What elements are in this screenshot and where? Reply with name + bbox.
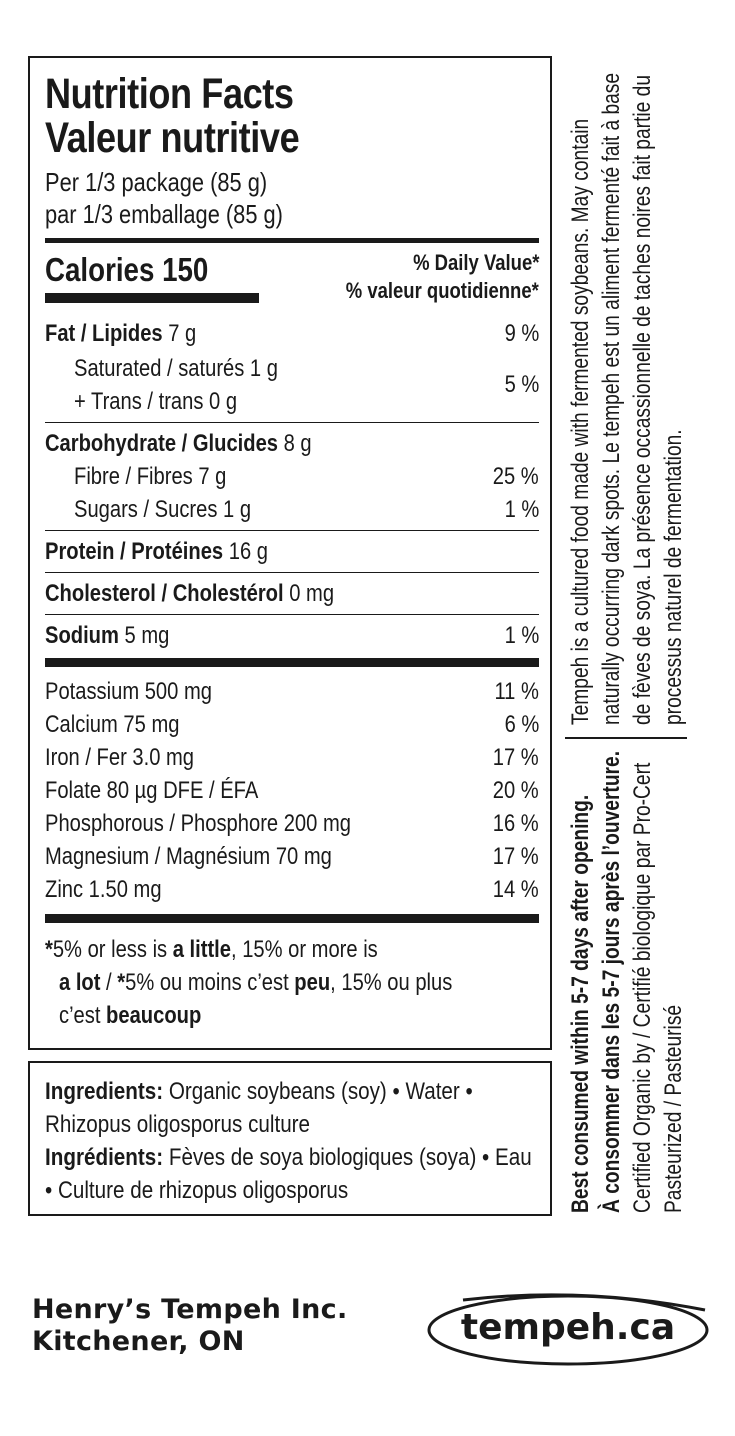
daily-value-heading: % Daily Value* % valeur quotidienne* [345,250,539,303]
thick-rule [45,658,539,667]
nutrition-facts-panel [28,56,552,1050]
divider [45,572,539,573]
sugars-row: Sugars / Sucres 1 g 1 % [74,496,539,523]
divider [45,614,539,615]
protein-row: Protein / Protéines 16 g [45,538,268,565]
calories-label: Calories 150 [45,251,209,288]
mineral-row: Zinc 1.50 mg 14 % [45,876,539,903]
tempeh-description: Tempeh is a cultured food made with fermented soybeans. May contain naturally occurring dark spots. Le tempeh est un aliment fermenté fait à base de fèves de soya. La présence occassionnelle de taches noires fait partie du processus naturel de fermentation. [567,72,687,725]
mineral-row: Iron / Fer 3.0 mg 17 % [45,744,539,771]
calories-bar [45,293,259,303]
vertical-divider [565,737,687,739]
ingredients-panel [28,1061,552,1216]
mineral-row: Potassium 500 mg 11 % [45,678,539,705]
ingredients-fr: Ingrédients: Fèves de soya biologiques (soya) • Eau • Culture de rhizopus oligosporus [45,1144,532,1204]
divider [45,530,539,531]
mineral-row: Folate 80 µg DFE / ÉFA 20 % [45,777,539,804]
website-logo [423,1288,713,1368]
mineral-row: Calcium 75 mg 6 % [45,711,539,738]
sodium-row: Sodium 5 mg 1 % [45,622,539,649]
nutrition-title-fr: Valeur nutritive [45,114,300,162]
calories-row [45,243,539,317]
side-panel [565,53,700,1213]
ingredients-en: Ingredients: Organic soybeans (soy) • Water • Rhizopus oligosporus culture [45,1078,473,1138]
nutrition-title-en: Nutrition Facts [45,70,294,118]
thick-rule [45,914,539,923]
website-text: tempeh.ca [460,1307,676,1348]
daily-value-footnote: *5% or less is a little, 15% or more is a lot / *5% ou moins c’est peu, 15% ou plus c’est beaucoup [45,936,453,1029]
fat-row: Fat / Lipides 7 g 9 % [45,320,539,347]
saturated-trans-row: Saturated / saturés 1 g + Trans / trans 0 g 5 % [74,355,539,415]
storage-certification-text: Best consumed within 5-7 days after opening. À consommer dans les 5-7 jours après l’ouverture. Certified Organic by / Certifié biologique par Pro-Cert Pasteurized / Pasteurisé [567,750,687,1213]
serving-size: Per 1/3 package (85 g) par 1/3 emballage (85 g) [45,167,283,229]
mineral-row: Magnesium / Magnésium 70 mg 17 % [45,843,539,870]
divider [45,422,539,423]
cholesterol-row: Cholesterol / Cholestérol 0 mg [45,580,335,607]
fibre-row: Fibre / Fibres 7 g 25 % [74,463,539,490]
company-address: Henry’s Tempeh Inc. Kitchener, ON [32,1294,348,1357]
carbohydrate-row: Carbohydrate / Glucides 8 g [45,430,312,457]
mineral-row: Phosphorous / Phosphore 200 mg 16 % [45,810,539,837]
